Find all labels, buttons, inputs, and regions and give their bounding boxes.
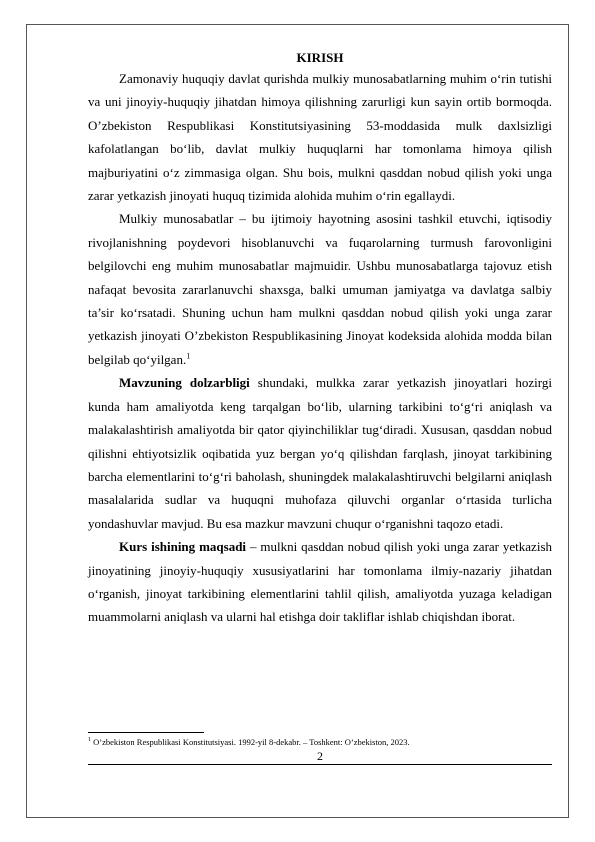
paragraph-1	[88, 67, 552, 207]
paragraph-goal	[88, 535, 552, 629]
paragraph-2-text: Mulkiy munosabatlar – bu ijtimoiy hayotning asosini tashkil etuvchi, iqtisodiy rivojlanishning poydevori hisoblanuvchi va fuqarolarning turmush farovonligini belgilovchi eng muhim munosabatlar majmuidir. Ushbu munosabatlarga tajovuz etish nafaqat bevosita zararlanuvchi shaxsga, balki umuman jamiyatga va davlatga salbiy ta’sir ko‘rsatadi. Shuning uchun ham mulkni qasddan nobud qilish yoki unga zarar yetkazish jinoyati O’zbekiston Respublikasining Jinoyat kodeksida alohida modda bilan belgilab qo‘yilgan.	[88, 211, 552, 367]
footnote	[88, 737, 552, 748]
relevance-heading: Mavzuning dolzarbligi	[119, 375, 250, 391]
footnote-reference[interactable]: 1	[186, 351, 191, 361]
goal-text: – mulkni qasddan nobud qilish yoki unga zarar yetkazish jinoyatining jinoyiy-huquqiy xususiyatlarini har tomonlama ilmiy-nazariy jihatdan o‘rganish, jinoyat tarkibining elementlarini tahlil qilish, amaliyotda yuzaga keladigan muammolarni aniqlash va ularni hal etishga doir takliflar ishlab chiqishdan iborat.	[88, 539, 553, 625]
document-title: KIRISH	[296, 50, 344, 65]
bottom-rule	[88, 764, 552, 765]
footnote-text: O’zbekiston Respublikasi Konstitutsiyasi. 1992-yil 8-dekabr. – Toshkent: O’zbekiston, 2023.	[91, 737, 410, 747]
goal-heading: Kurs ishining maqsadi	[119, 539, 247, 555]
footnote-marker: 1	[88, 737, 91, 744]
page-number: 2	[317, 749, 323, 763]
paragraph-relevance	[88, 371, 552, 535]
paragraph-1-text: Zamonaviy huquqiy davlat qurishda mulkiy munosabatlarning muhim o‘rin tutishi va uni jinoyiy-huquqiy jihatdan himoya qilishning zarurligi kun sayin ortib bormoqda. O’zbekiston Respublikasi Konstitutsiyasining 53-moddasida mulk daxlsizligi kafolatlangan bo‘lib, davlat mulkiy huquqlarni har tomonlama himoya qilish majburiyatini o‘z zimmasiga olgan. Shu bois, mulkni qasddan nobud qilish yoki unga zarar yetkazish jinoyati huquq tizimida alohida muhim o‘rin egallaydi.	[88, 71, 552, 204]
paragraph-2	[88, 207, 552, 371]
relevance-text: shundaki, mulkka zarar yetkazish jinoyatlari hozirgi kunda ham amaliyotda keng tarqalgan bo‘lib, ularning tarkibini to‘g‘ri aniqlash va malakalashtirish amaliyotda bir qator qiyinchiliklar tug‘diradi. Xususan, qasddan nobud qilishni ehtiyotsizlik oqibatida yuz bergan yo‘q qilishdan farqlash, jinoyat tarkibining barcha elementlarini to‘g‘ri baholash, shuningdek malakalashtiruvchi belgilarni aniqlash masalalarida sudlar va huquqni muhofaza qiluvchi organlar o‘rtasida turlicha yondashuvlar mavjud. Bu esa mazkur mavzuni chuqur o‘rganishni taqozo etadi.	[88, 375, 552, 531]
document-body	[88, 50, 552, 629]
footnote-separator	[88, 732, 204, 733]
